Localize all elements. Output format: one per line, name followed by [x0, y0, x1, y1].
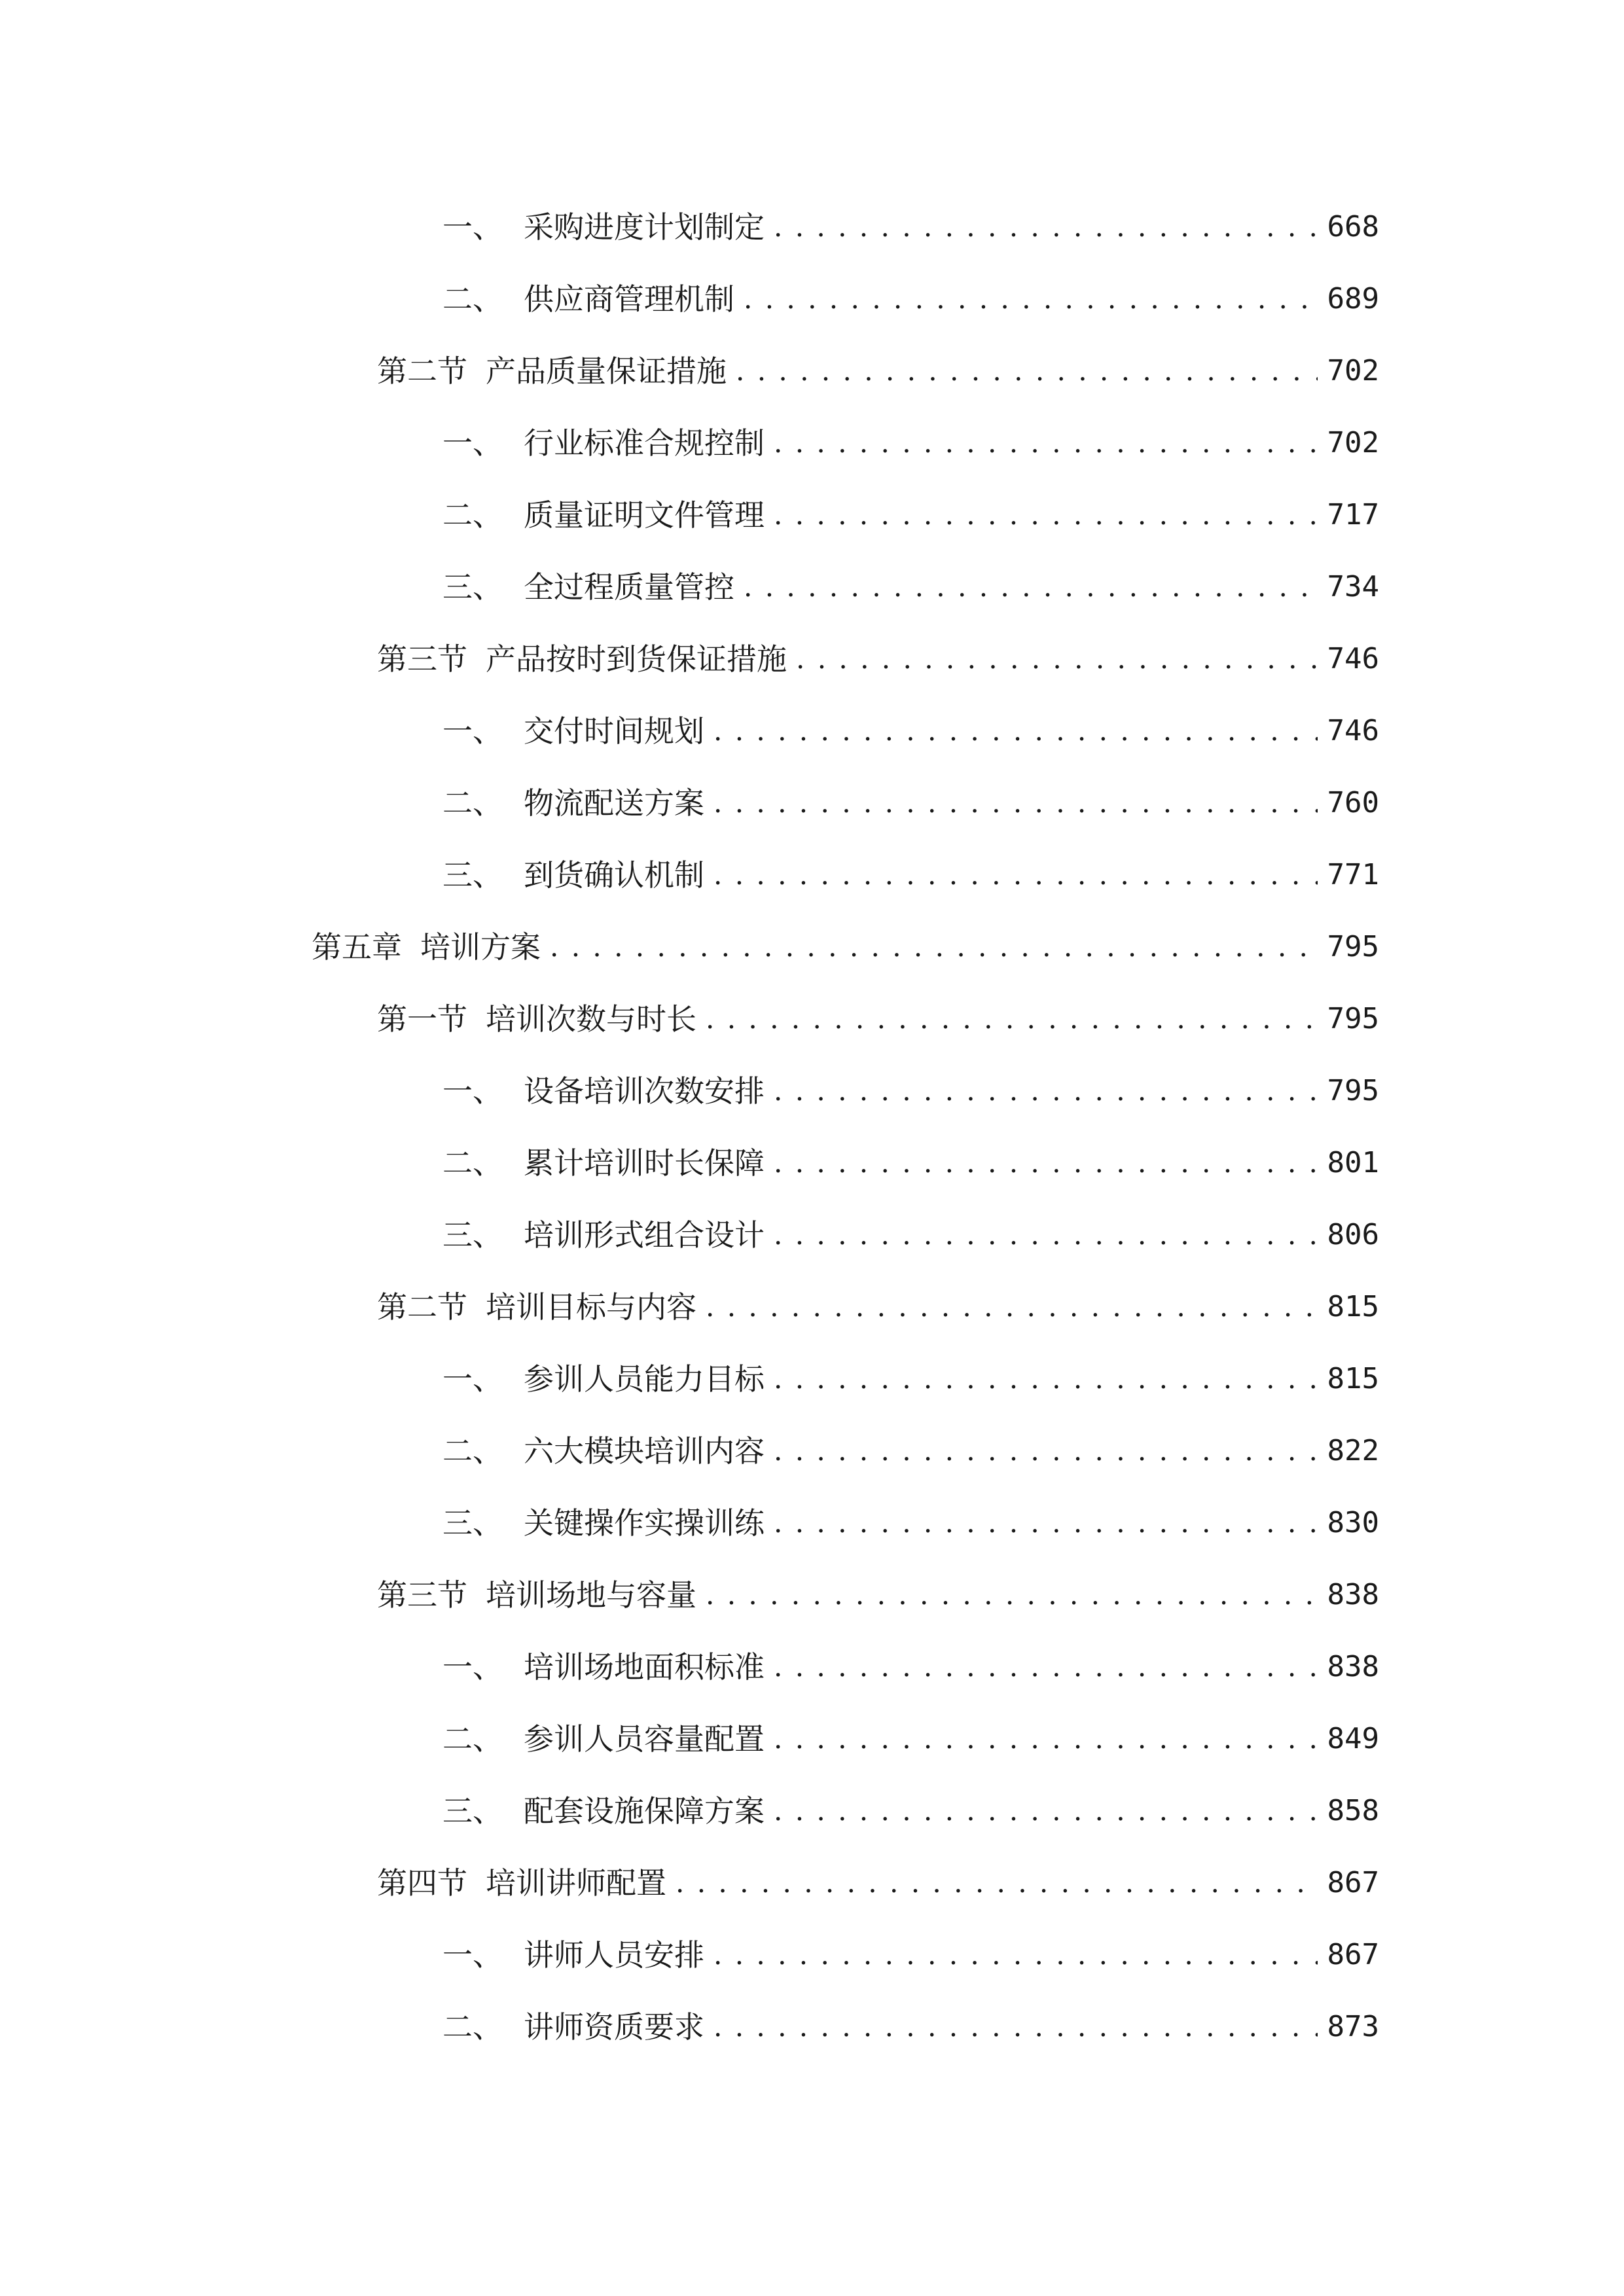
- toc-entry-page-number: 838: [1327, 1578, 1379, 1611]
- toc-entry-title: 产品按时到货保证措施: [486, 641, 787, 677]
- toc-entry-number: 一、: [442, 713, 503, 749]
- toc-entry-page-number: 668: [1327, 210, 1379, 243]
- toc-entry[interactable]: [0, 1559, 1624, 1631]
- toc-entry[interactable]: [0, 983, 1624, 1055]
- toc-dot-leader: [713, 860, 1318, 890]
- toc-entry-number: 三、: [442, 1793, 503, 1829]
- toc-entry[interactable]: [0, 767, 1624, 839]
- toc-entry-title: 六大模块培训内容: [524, 1433, 765, 1469]
- toc-entry-title: 讲师人员安排: [524, 1937, 704, 1973]
- toc-entry-page-number: 746: [1327, 714, 1379, 747]
- toc-entry-title: 培训形式组合设计: [524, 1217, 765, 1253]
- toc-entry-page-number: 795: [1327, 1074, 1379, 1107]
- toc-dot-leader: [713, 1940, 1318, 1970]
- toc-entry-page-number: 702: [1327, 426, 1379, 459]
- toc-entry-title: 采购进度计划制定: [524, 209, 765, 245]
- toc-entry-title: 到货确认机制: [524, 857, 704, 893]
- toc-dot-leader: [774, 1796, 1318, 1826]
- toc-entry[interactable]: [0, 1703, 1624, 1775]
- toc-entry-page-number: 815: [1327, 1290, 1379, 1323]
- toc-entry[interactable]: [0, 479, 1624, 551]
- toc-entry[interactable]: [0, 839, 1624, 911]
- toc-entry-title: 参训人员能力目标: [524, 1361, 765, 1397]
- toc-entry-page-number: 734: [1327, 570, 1379, 603]
- toc-entry[interactable]: [0, 1487, 1624, 1559]
- toc-dot-leader: [774, 1652, 1318, 1682]
- toc-entry[interactable]: [0, 1919, 1624, 1991]
- toc-entry-page-number: 702: [1327, 354, 1379, 387]
- toc-dot-leader: [550, 932, 1318, 962]
- toc-entry-number: 三、: [442, 857, 503, 893]
- toc-dot-leader: [774, 212, 1318, 242]
- toc-entry-title: 配套设施保障方案: [524, 1793, 765, 1829]
- toc-entry-number: 一、: [442, 209, 503, 245]
- toc-entry[interactable]: [0, 1127, 1624, 1199]
- toc-entry-title: 关键操作实操训练: [524, 1505, 765, 1541]
- toc-dot-leader: [774, 1724, 1318, 1754]
- toc-entry-page-number: 760: [1327, 786, 1379, 819]
- toc-entry[interactable]: [0, 623, 1624, 695]
- toc-dot-leader: [774, 500, 1318, 530]
- toc-entry[interactable]: [0, 1343, 1624, 1415]
- toc-entry[interactable]: [0, 1199, 1624, 1271]
- toc-entry-number: 一、: [442, 1649, 503, 1685]
- toc-entry-number: 第三节: [377, 1577, 467, 1613]
- toc-entry[interactable]: [0, 1775, 1624, 1847]
- toc-entry[interactable]: [0, 1271, 1624, 1343]
- toc-dot-leader: [774, 1220, 1318, 1250]
- toc-entry-page-number: 801: [1327, 1146, 1379, 1179]
- toc-entry-page-number: 689: [1327, 282, 1379, 315]
- toc-entry-number: 一、: [442, 1361, 503, 1397]
- toc-entry-title: 全过程质量管控: [524, 569, 734, 605]
- toc-entry[interactable]: [0, 263, 1624, 335]
- toc-entry-title: 行业标准合规控制: [524, 425, 765, 461]
- toc-dot-leader: [774, 1364, 1318, 1394]
- toc-dot-leader: [713, 2012, 1318, 2042]
- toc-entry-page-number: 838: [1327, 1650, 1379, 1683]
- toc-dot-leader: [774, 1508, 1318, 1538]
- toc-entry[interactable]: [0, 1415, 1624, 1487]
- toc-entry[interactable]: [0, 1847, 1624, 1919]
- toc-entry-title: 培训次数与时长: [486, 1001, 696, 1037]
- toc-entry-number: 二、: [442, 497, 503, 533]
- toc-entry-number: 第二节: [377, 1289, 467, 1325]
- toc-dot-leader: [713, 788, 1318, 818]
- toc-dot-leader: [676, 1868, 1318, 1898]
- toc-entry-title: 参训人员容量配置: [524, 1721, 765, 1757]
- toc-entry-title: 设备培训次数安排: [524, 1073, 765, 1109]
- toc-entry-number: 第四节: [377, 1865, 467, 1901]
- toc-entry-title: 讲师资质要求: [524, 2009, 704, 2045]
- toc-dot-leader: [713, 716, 1318, 746]
- toc-entry-page-number: 867: [1327, 1938, 1379, 1971]
- toc-entry-page-number: 867: [1327, 1866, 1379, 1899]
- toc-entry-number: 第二节: [377, 353, 467, 389]
- toc-entry[interactable]: [0, 551, 1624, 623]
- toc-entry-title: 培训场地面积标准: [524, 1649, 765, 1685]
- toc-entry-title: 培训目标与内容: [486, 1289, 696, 1325]
- toc-dot-leader: [744, 284, 1318, 314]
- toc-entry-number: 一、: [442, 1937, 503, 1973]
- toc-entry-number: 二、: [442, 281, 503, 317]
- toc-entry[interactable]: [0, 1055, 1624, 1127]
- toc-entry-title: 质量证明文件管理: [524, 497, 765, 533]
- toc-entry-page-number: 873: [1327, 2010, 1379, 2043]
- toc-entry-page-number: 815: [1327, 1362, 1379, 1395]
- toc-entry-title: 产品质量保证措施: [486, 353, 727, 389]
- toc-entry-number: 二、: [442, 1433, 503, 1469]
- toc-entry[interactable]: [0, 407, 1624, 479]
- toc-entry-page-number: 746: [1327, 642, 1379, 675]
- toc-entry[interactable]: [0, 911, 1624, 983]
- toc-dot-leader: [706, 1292, 1318, 1322]
- toc-entry-page-number: 858: [1327, 1794, 1379, 1827]
- toc-entry-page-number: 795: [1327, 1002, 1379, 1035]
- toc-entry-page-number: 795: [1327, 930, 1379, 963]
- toc-dot-leader: [736, 356, 1318, 386]
- toc-entry[interactable]: [0, 335, 1624, 407]
- toc-entry-number: 三、: [442, 1217, 503, 1253]
- toc-entry[interactable]: [0, 695, 1624, 767]
- toc-entry-number: 二、: [442, 1145, 503, 1181]
- toc-entry-number: 二、: [442, 785, 503, 821]
- toc-entry-title: 累计培训时长保障: [524, 1145, 765, 1181]
- toc-entry[interactable]: [0, 1631, 1624, 1703]
- toc-entry[interactable]: [0, 191, 1624, 263]
- toc-entry-page-number: 806: [1327, 1218, 1379, 1251]
- toc-entry-number: 第五章: [312, 929, 402, 965]
- toc-entry-page-number: 822: [1327, 1434, 1379, 1467]
- toc-entry-number: 一、: [442, 425, 503, 461]
- toc-entry-title: 培训讲师配置: [486, 1865, 666, 1901]
- toc-entry-title: 供应商管理机制: [524, 281, 734, 317]
- toc-entry-title: 交付时间规划: [524, 713, 704, 749]
- toc-dot-leader: [706, 1004, 1318, 1034]
- toc-dot-leader: [774, 1076, 1318, 1106]
- toc-entry-title: 物流配送方案: [524, 785, 704, 821]
- toc-entry-title: 培训方案: [420, 929, 541, 965]
- toc-entry-number: 二、: [442, 2009, 503, 2045]
- toc-entry-page-number: 717: [1327, 498, 1379, 531]
- toc-entry-page-number: 771: [1327, 858, 1379, 891]
- toc-entry[interactable]: [0, 1991, 1624, 2063]
- toc-dot-leader: [774, 1148, 1318, 1178]
- toc-dot-leader: [774, 1436, 1318, 1466]
- toc-entry-number: 三、: [442, 1505, 503, 1541]
- toc-dot-leader: [774, 428, 1318, 458]
- toc-dot-leader: [744, 572, 1318, 602]
- toc-entry-number: 第三节: [377, 641, 467, 677]
- toc-entry-number: 第一节: [377, 1001, 467, 1037]
- toc-dot-leader: [796, 644, 1318, 674]
- table-of-contents: [0, 191, 1624, 2063]
- toc-entry-number: 三、: [442, 569, 503, 605]
- toc-entry-number: 二、: [442, 1721, 503, 1757]
- toc-entry-number: 一、: [442, 1073, 503, 1109]
- toc-entry-title: 培训场地与容量: [486, 1577, 696, 1613]
- toc-entry-page-number: 849: [1327, 1722, 1379, 1755]
- toc-entry-page-number: 830: [1327, 1506, 1379, 1539]
- toc-dot-leader: [706, 1580, 1318, 1610]
